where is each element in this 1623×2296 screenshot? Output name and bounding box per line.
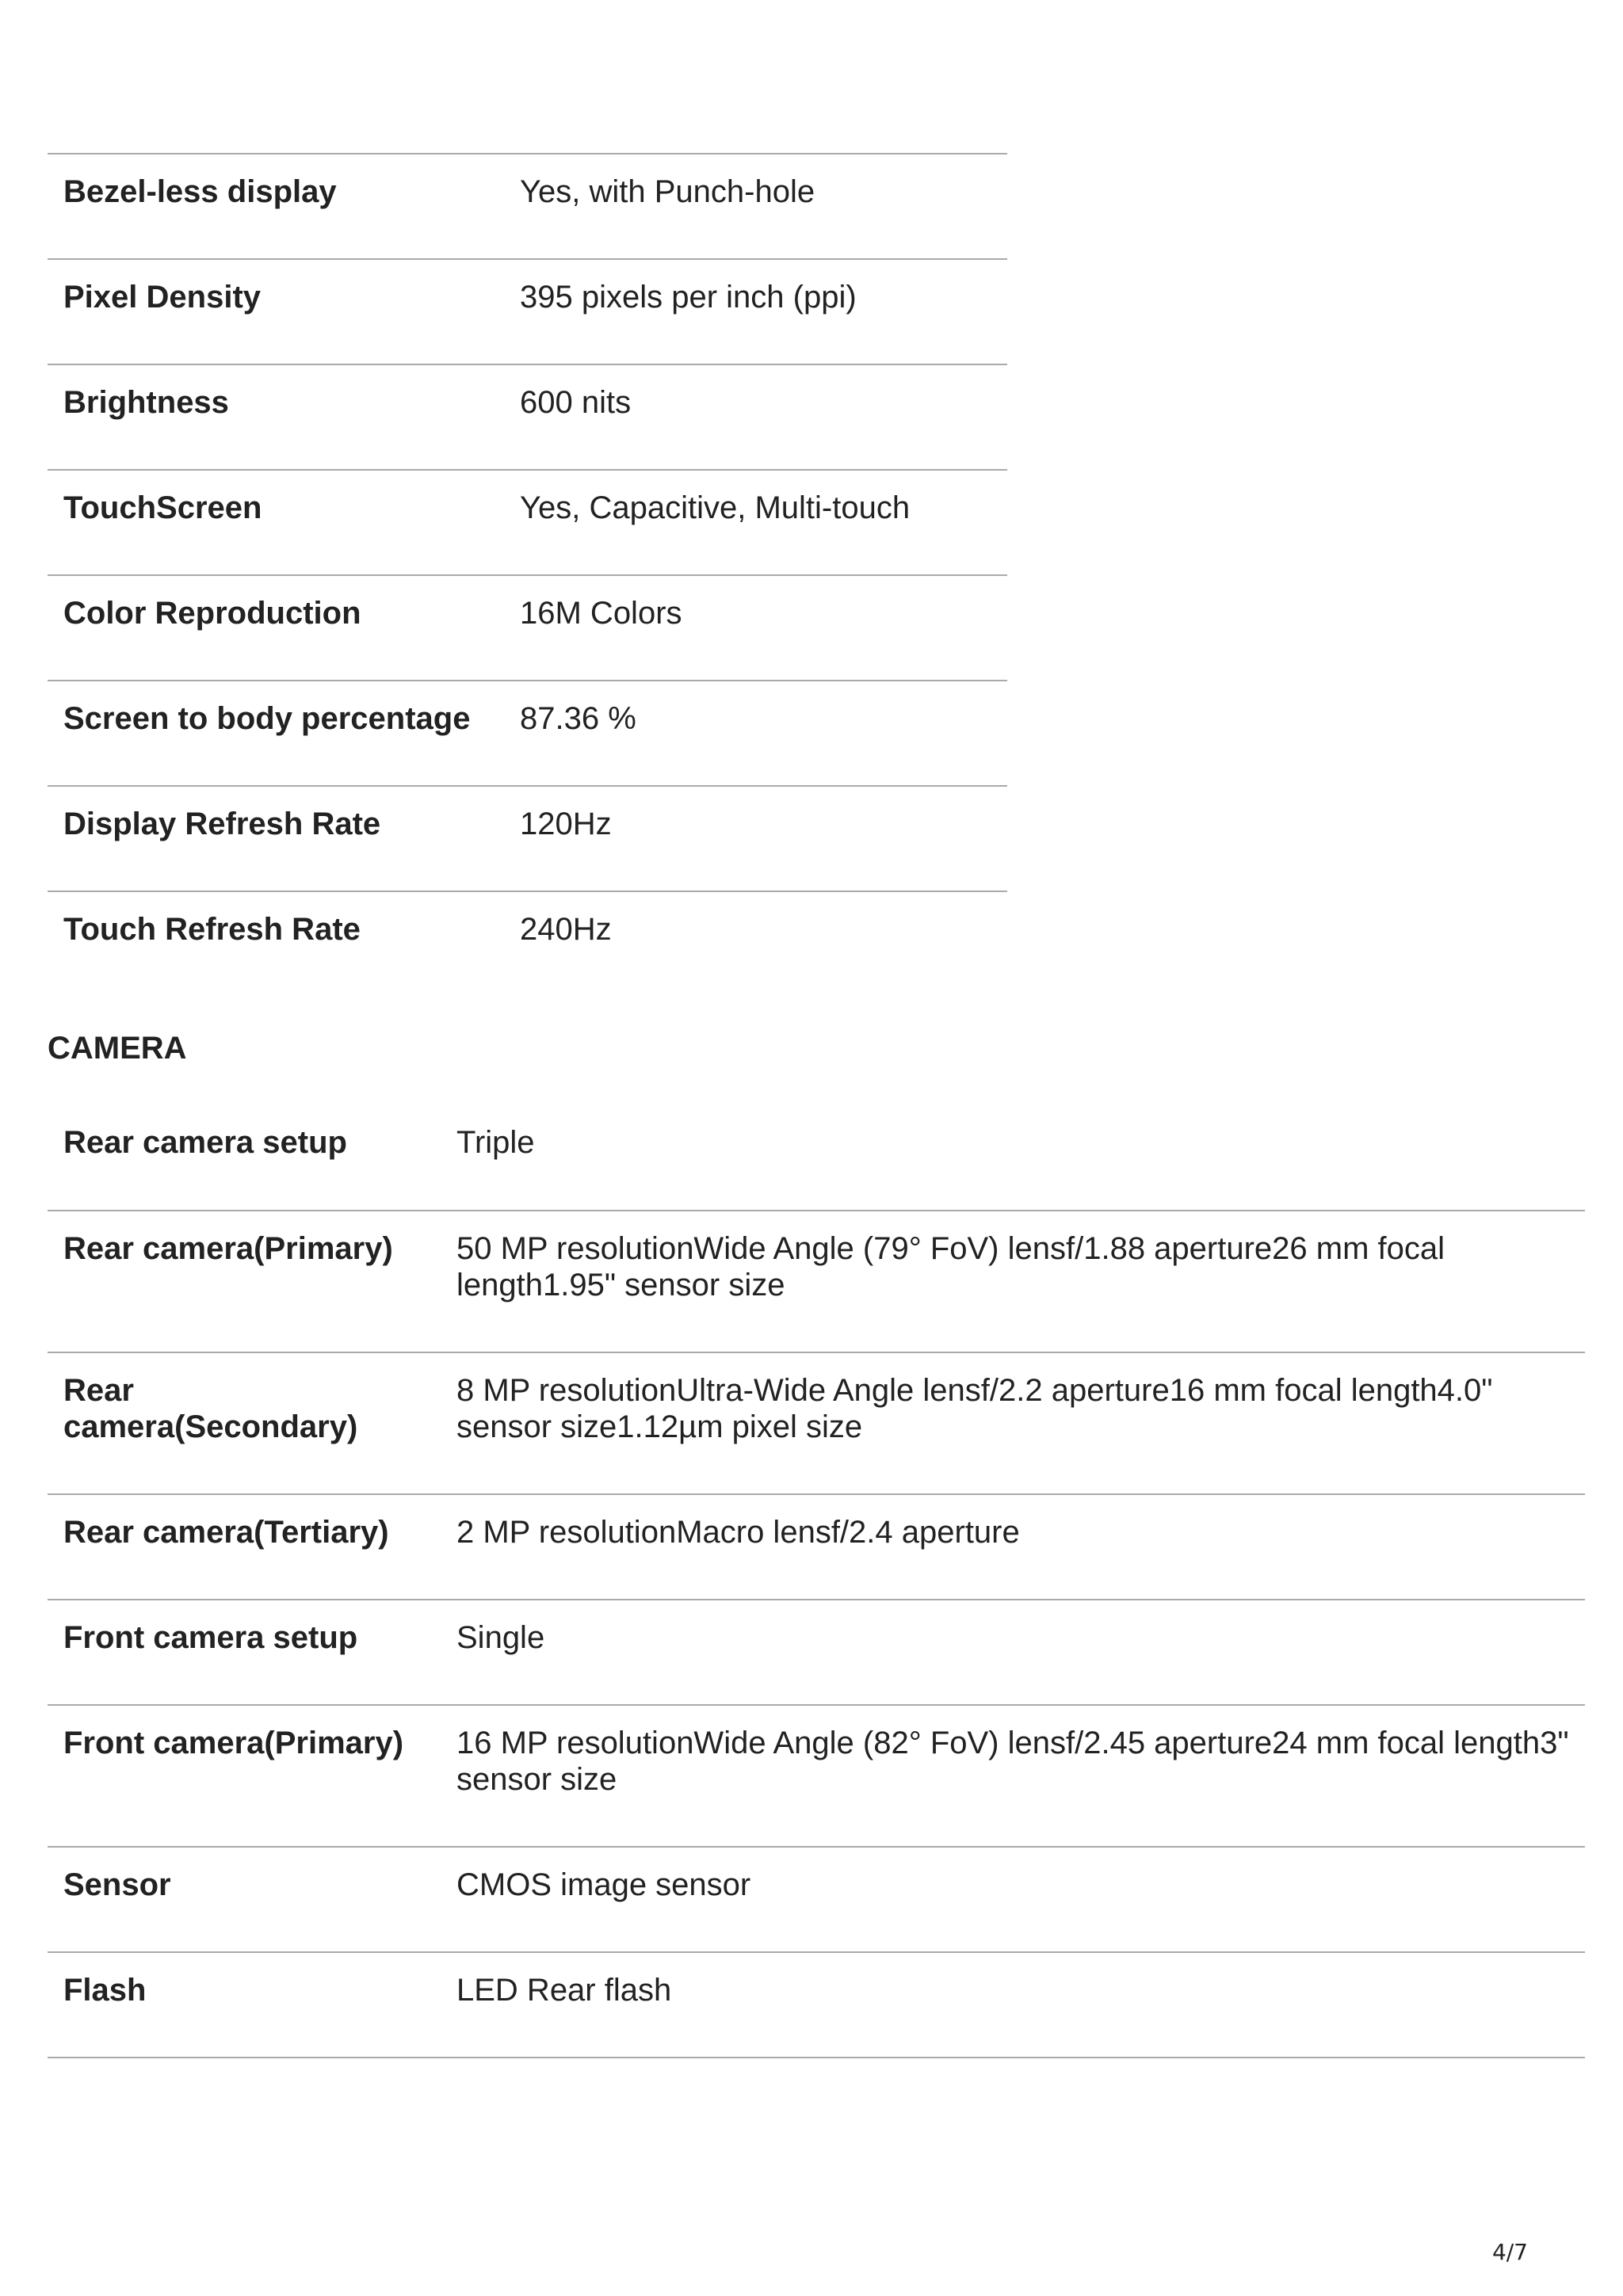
spec-value: 50 MP resolutionWide Angle (79° FoV) lensf/1.88 aperture26 mm focal length1.95" sensor size: [456, 1231, 1445, 1302]
table-row: [48, 891, 1007, 997]
spec-key: Rear camera(Secondary): [63, 1373, 358, 1444]
spec-value: Single: [456, 1620, 545, 1655]
table-row: [48, 470, 1007, 575]
section-title: CAMERA: [48, 1031, 187, 1066]
spec-key: Sensor: [63, 1867, 171, 1902]
spec-value: 2 MP resolutionMacro lensf/2.4 aperture: [456, 1515, 1020, 1550]
spec-value: Yes, with Punch-hole: [520, 174, 815, 209]
spec-key: Rear camera(Tertiary): [63, 1515, 389, 1550]
table-row: [48, 1105, 1585, 1211]
table-row: [48, 1211, 1585, 1352]
spec-key: Display Refresh Rate: [63, 807, 381, 841]
spec-value: 16 MP resolutionWide Angle (82° FoV) lensf/2.45 aperture24 mm focal length3" sensor size: [456, 1726, 1569, 1797]
spec-value: Triple: [456, 1125, 535, 1160]
spec-key: Pixel Density: [63, 280, 262, 315]
spec-key: Front camera setup: [63, 1620, 358, 1655]
spec-key: TouchScreen: [63, 490, 262, 525]
spec-value: LED Rear flash: [456, 1973, 672, 2008]
page-number: 4/7: [1491, 2239, 1528, 2265]
table-row: [48, 364, 1007, 470]
table-row: [48, 1494, 1585, 1600]
table-row: [48, 786, 1007, 891]
table-row: [48, 575, 1007, 681]
spec-key: Screen to body percentage: [63, 701, 471, 736]
spec-value: 120Hz: [520, 807, 612, 841]
spec-key: Rear camera setup: [63, 1125, 347, 1160]
spec-value: CMOS image sensor: [456, 1867, 751, 1902]
table-row: [48, 259, 1007, 364]
table-row: [48, 154, 1007, 259]
spec-value: 240Hz: [520, 912, 612, 947]
table-row: [48, 681, 1007, 786]
spec-value: 87.36 %: [520, 701, 636, 736]
spec-value: 600 nits: [520, 385, 632, 420]
table-row: [48, 1352, 1585, 1494]
table-row: [48, 1952, 1585, 2058]
spec-key: Front camera(Primary): [63, 1726, 404, 1760]
spec-key: Bezel-less display: [63, 174, 337, 209]
spec-key: Rear camera(Primary): [63, 1231, 393, 1266]
display-spec-table: [48, 153, 1007, 997]
spec-value: 395 pixels per inch (ppi): [520, 280, 857, 315]
table-row: [48, 1600, 1585, 1705]
table-row: [48, 1847, 1585, 1952]
spec-value: Yes, Capacitive, Multi-touch: [520, 490, 911, 525]
table-row: [48, 1705, 1585, 1847]
spec-key: Flash: [63, 1973, 147, 2008]
spec-key: Color Reproduction: [63, 596, 361, 631]
spec-key: Brightness: [63, 385, 229, 420]
spec-value: 16M Colors: [520, 596, 682, 631]
spec-key: Touch Refresh Rate: [63, 912, 361, 947]
spec-value: 8 MP resolutionUltra-Wide Angle lensf/2.2 aperture16 mm focal length4.0" sensor size1.12µm pixel size: [456, 1373, 1493, 1444]
camera-spec-table: [48, 1105, 1585, 2058]
